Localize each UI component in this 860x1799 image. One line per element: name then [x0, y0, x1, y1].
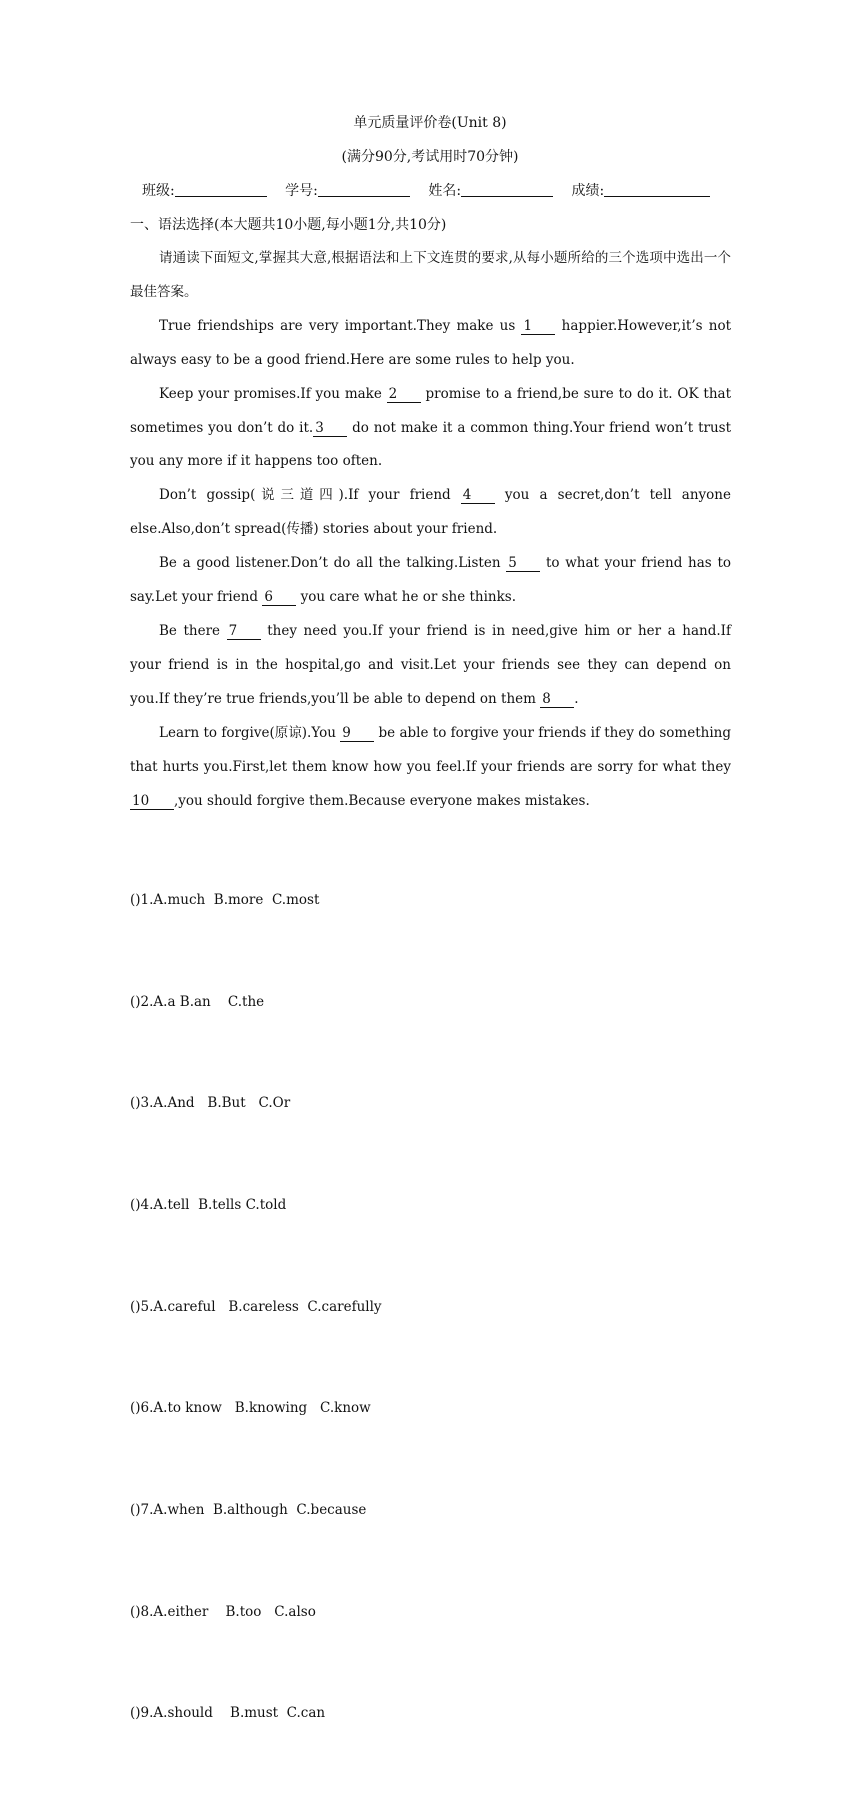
blank-4: 4 [461, 487, 495, 504]
student-number-blank[interactable] [318, 182, 410, 197]
class-field [142, 180, 267, 200]
question-2-options[interactable]: ()2.A.a B.an C.the [130, 993, 265, 1010]
student-info-row [142, 180, 724, 200]
score-blank[interactable] [604, 182, 710, 197]
student-number-label: 学号: [285, 183, 318, 199]
blank-5: 5 [506, 555, 540, 572]
section-heading: 一、语法选择(本大题共10小题,每小题1分,共10分) [130, 217, 447, 233]
score-label: 成绩: [571, 183, 605, 199]
passage-paragraph-6: Learn to forgive(原谅).You 9 be able to forgive your friends if they do something that hurts you.First,let them know how you feel.If your friends are sorry for what they 10 ,you should forgive them.Because everyone makes mistakes. [130, 724, 731, 809]
answer-options-list [130, 816, 382, 1799]
passage-paragraph-5: Be there 7 they need you.If your friend is in need,give him or her a hand.If your friend is in the hospital,go and visit.Let your friends see they can depend on you.If they’re true friends,you’ll be able to depend on them 8 . [130, 622, 731, 707]
question-9-options[interactable]: ()9.A.should B.must C.can [130, 1705, 326, 1722]
question-7-options[interactable]: ()7.A.when B.although C.because [130, 1502, 367, 1519]
name-blank[interactable] [461, 182, 553, 197]
score-field [572, 180, 711, 200]
question-3-options[interactable]: ()3.A.And B.But C.Or [130, 1095, 291, 1112]
blank-3: 3 [313, 420, 347, 437]
question-5-options[interactable]: ()5.A.careful B.careless C.carefully [130, 1298, 382, 1315]
blank-7: 7 [227, 623, 261, 640]
question-4-options[interactable]: ()4.A.tell B.tells C.told [130, 1196, 287, 1213]
question-6-options[interactable]: ()6.A.to know B.knowing C.know [130, 1400, 371, 1417]
reading-passage [130, 242, 731, 818]
name-field [428, 180, 553, 200]
page-title: 单元质量评价卷(Unit 8) [353, 115, 507, 131]
class-label: 班级: [142, 183, 175, 199]
passage-paragraph-2: Keep your promises.If you make 2 promise to a friend,be sure to do it. OK that sometimes you don’t do it. 3 do not make it a common thing.Your friend won’t trust you any more if it happens too often. [130, 385, 732, 470]
student-number-field [285, 180, 410, 200]
instruction-paragraph: 请通读下面短文,掌握其大意,根据语法和上下文连贯的要求,从每小题所给的三个选项中选出一个最佳答案。 [130, 250, 731, 300]
page-subtitle: (满分90分,考试用时70分钟) [341, 149, 519, 165]
passage-paragraph-4: Be a good listener.Don’t do all the talking.Listen 5 to what your friend has to say.Let your friend 6 you care what he or she thinks. [130, 555, 731, 606]
blank-10: 10 [130, 793, 174, 810]
class-blank[interactable] [175, 182, 267, 197]
blank-1: 1 [521, 318, 555, 335]
question-1-options[interactable]: ()1.A.much B.more C.most [130, 891, 320, 908]
name-label: 姓名: [428, 183, 462, 199]
passage-paragraph-3: Don’t gossip(说三道四).If your friend 4 you a secret,don’t tell anyone else.Also,don’t spread(传播) stories about your friend. [130, 487, 731, 538]
blank-2: 2 [387, 386, 421, 403]
passage-paragraph-1: True friendships are very important.They make us 1 happier.However,it’s not always easy to be a good friend.Here are some rules to help you. [130, 317, 731, 368]
blank-8: 8 [540, 691, 574, 708]
question-8-options[interactable]: ()8.A.either B.too C.also [130, 1603, 316, 1620]
blank-9: 9 [340, 725, 374, 742]
blank-6: 6 [262, 589, 296, 606]
